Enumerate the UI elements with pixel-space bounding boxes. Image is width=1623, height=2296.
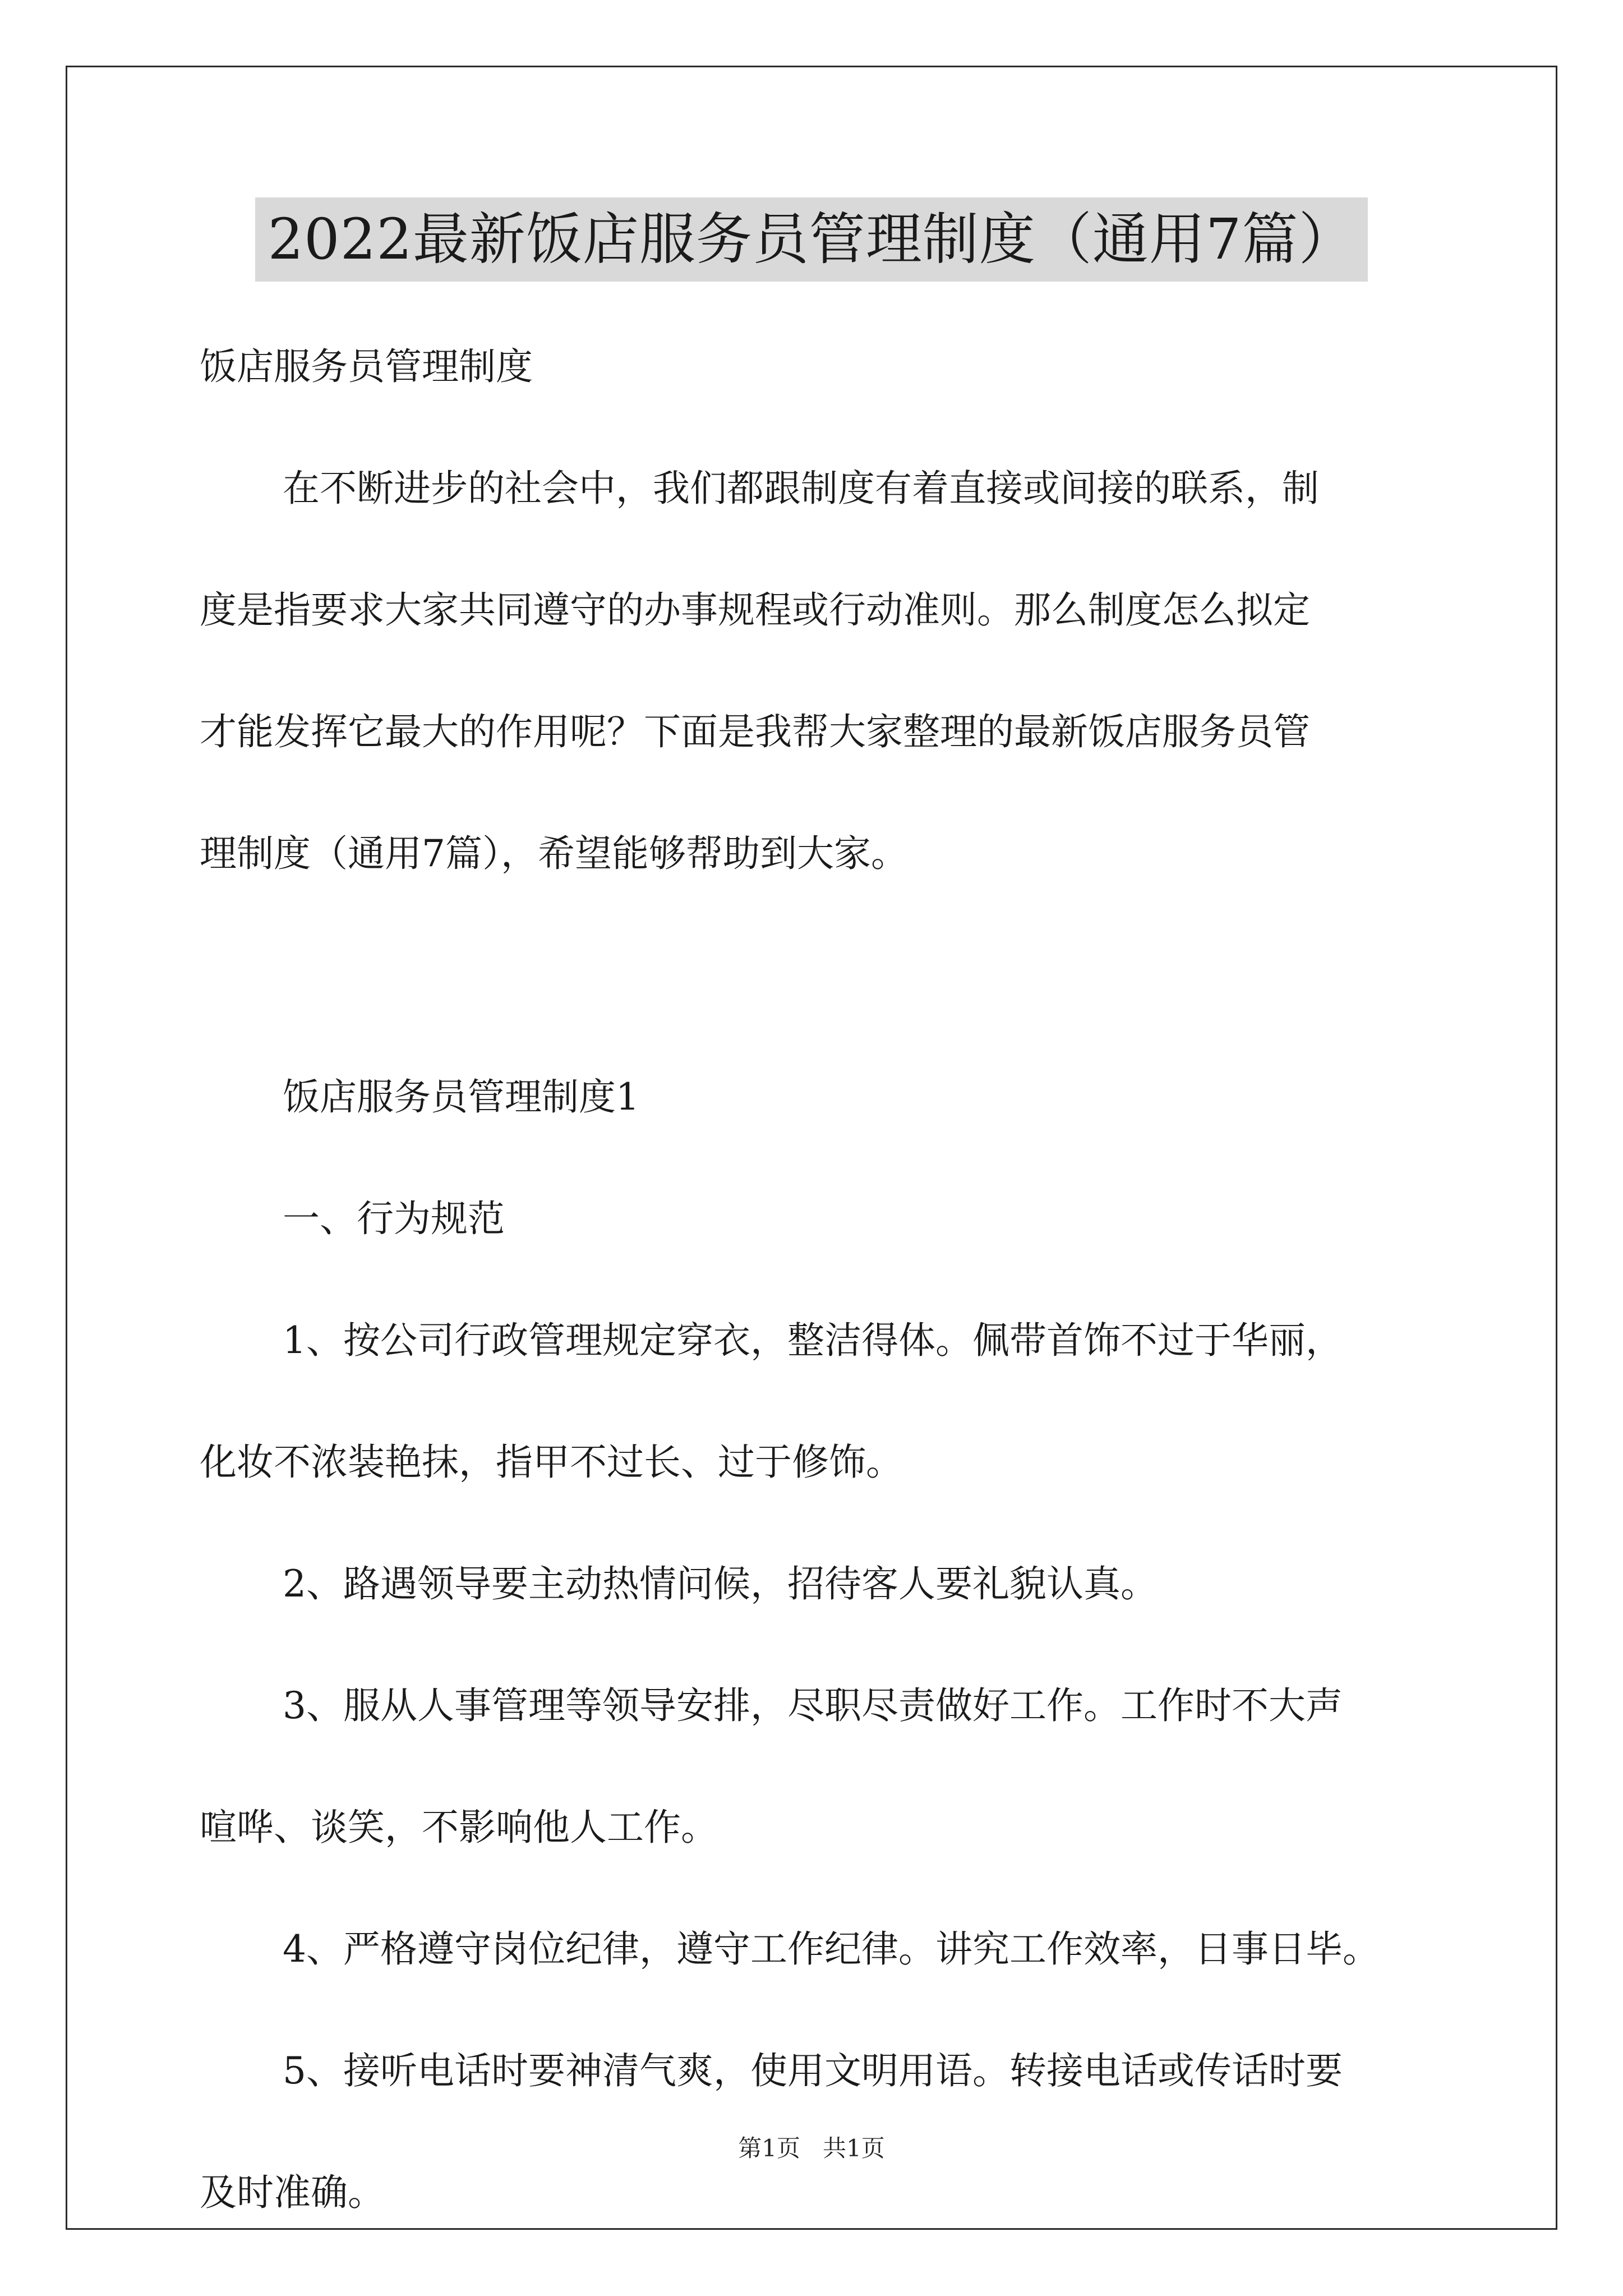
- text-line: 一、行为规范: [283, 1197, 505, 1240]
- footer-gap: [800, 2134, 823, 2162]
- text-line: 4、严格遵守岗位纪律，遵守工作纪律。讲究工作效率，日事日毕。: [283, 1927, 1380, 1971]
- text-line: 及时准确。: [200, 2171, 385, 2214]
- text-line: 才能发挥它最大的作用呢？下面是我帮大家整理的最新饭店服务员管: [200, 710, 1310, 753]
- text-line: 1、按公司行政管理规定穿衣，整洁得体。佩带首饰不过于华丽，: [283, 1319, 1343, 1362]
- text-line: 3、服从人事管理等领导安排，尽职尽责做好工作。工作时不大声: [283, 1684, 1343, 1727]
- text-line: 饭店服务员管理制度: [200, 345, 533, 388]
- page-number: 第1页: [738, 2134, 800, 2162]
- blank-line: [200, 914, 1445, 1036]
- text-line: 度是指要求大家共同遵守的办事规程或行动准则。那么制度怎么拟定: [200, 588, 1310, 632]
- title-container: [0, 197, 1623, 282]
- page-footer: [0, 2132, 1623, 2165]
- document-body: [200, 306, 1445, 2253]
- text-line: 5、接听电话时要神清气爽，使用文明用语。转接电话或传话时要: [283, 2049, 1343, 2092]
- text-line: 饭店服务员管理制度1: [283, 1075, 639, 1119]
- text-line: 化妆不浓装艳抹，指甲不过长、过于修饰。: [200, 1441, 903, 1484]
- document-title: 2022最新饭店服务员管理制度（通用7篇）: [255, 197, 1367, 282]
- text-line: 喧哗、谈笑，不影响他人工作。: [200, 1806, 718, 1849]
- text-line: 在不断进步的社会中，我们都跟制度有着直接或间接的联系，制: [283, 467, 1319, 510]
- text-line: 理制度（通用7篇），希望能够帮助到大家。: [200, 832, 908, 875]
- page-total: 共1页: [823, 2134, 885, 2162]
- text-line: 2、路遇领导要主动热情问候，招待客人要礼貌认真。: [283, 1562, 1158, 1605]
